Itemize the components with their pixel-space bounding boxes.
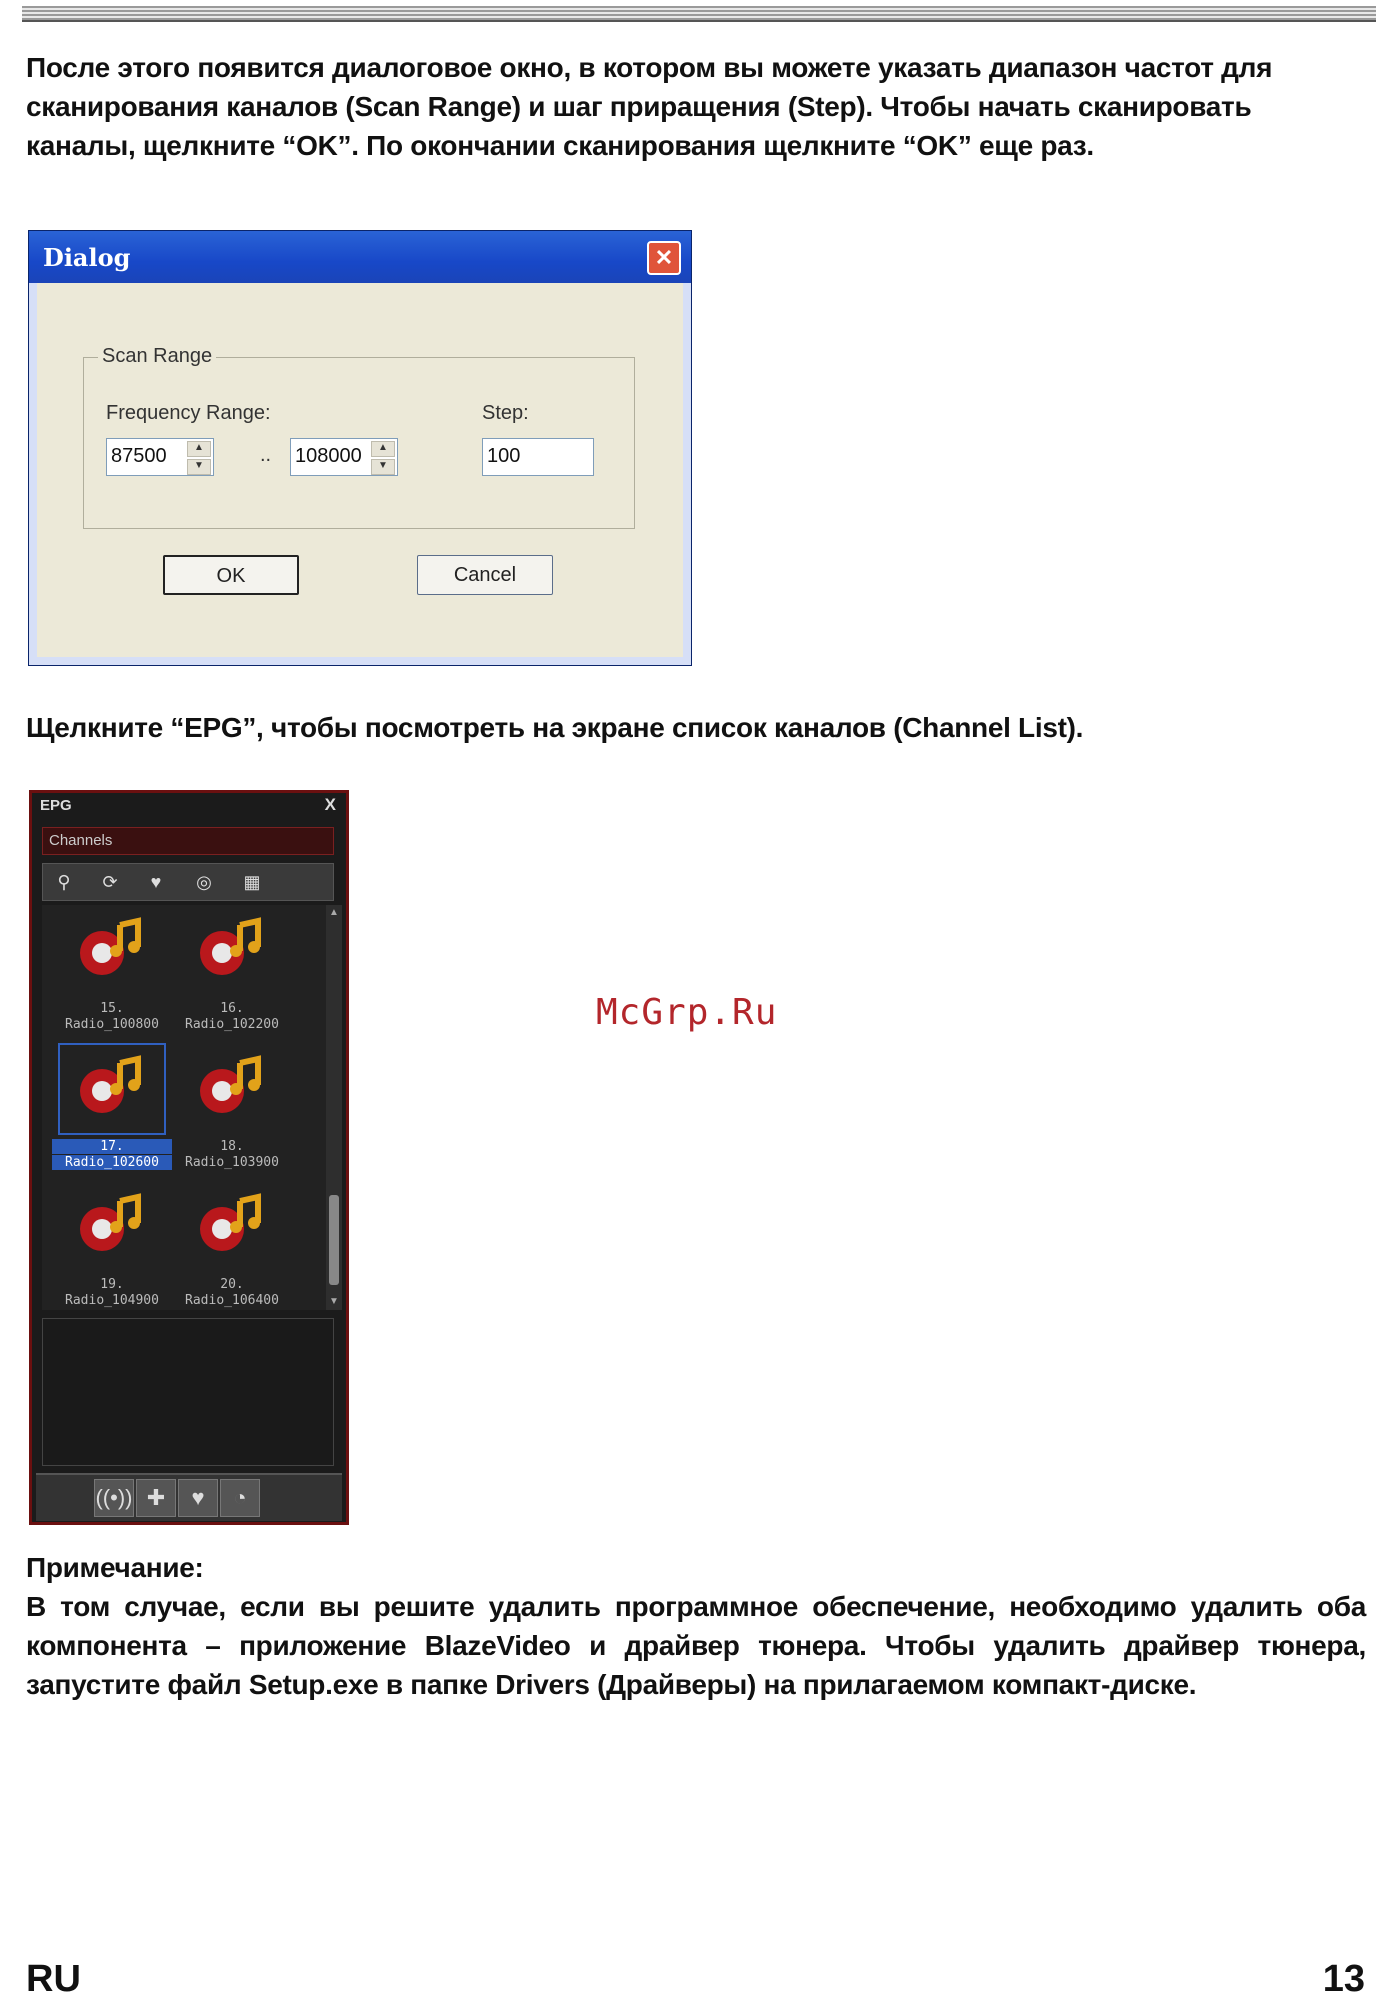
close-icon[interactable]: X [324, 795, 336, 814]
close-icon[interactable]: ✕ [647, 241, 681, 275]
epg-panel [29, 790, 349, 1525]
freq-from-stepper[interactable]: ▲ ▼ [187, 441, 211, 473]
dialog-body [37, 283, 683, 657]
epg-paragraph: Щелкните “EPG”, чтобы посмотреть на экране список каналов (Channel List). [26, 712, 1084, 743]
scan-icon[interactable]: ◎ [196, 872, 212, 892]
dialog-title: Dialog [43, 243, 131, 272]
step-input[interactable]: 100 [482, 438, 594, 476]
note-paragraph: В том случае, если вы решите удалить программное обеспечение, необходимо удалить оба компонента – приложение BlazeVideo и драйвер тюнера. Чтобы удалить драйвер тюнера, запустите файл Setup.exe в папке Drivers (Драйверы) на прилагаемом компакт-диске. [26, 1591, 1366, 1700]
radio-signal-icon[interactable]: ((•)) [94, 1479, 134, 1517]
tab-channels[interactable]: Channels [42, 827, 334, 855]
scroll-thumb[interactable] [329, 1195, 339, 1285]
program-info-area [42, 1318, 334, 1466]
freq-from-input[interactable]: 87500 ▲ ▼ [106, 438, 214, 476]
scroll-up-icon[interactable]: ▲ [329, 907, 339, 918]
freq-to-stepper[interactable]: ▲ ▼ [371, 441, 395, 473]
range-separator: .. [260, 444, 272, 466]
heart-icon[interactable]: ♥ [178, 1479, 218, 1517]
refresh-icon[interactable]: ⟳ [102, 872, 118, 892]
scroll-down-icon[interactable]: ▼ [329, 1296, 339, 1307]
channel-grid [42, 905, 334, 1310]
epg-toolbar [42, 863, 334, 901]
channel-item-selected[interactable]: 17. Radio_102600 [52, 1043, 172, 1185]
top-rule [22, 6, 1376, 22]
radio-speaker-icon [72, 1187, 152, 1267]
scan-range-group [83, 345, 635, 529]
channel-item[interactable]: 19. Radio_104900 [52, 1181, 172, 1323]
scan-dialog [28, 230, 692, 666]
ok-button[interactable]: OK [163, 555, 299, 595]
channel-item[interactable]: 16. Radio_102200 [172, 905, 292, 1047]
puzzle-icon[interactable]: ✚ [136, 1479, 176, 1517]
channel-item[interactable]: 15. Radio_100800 [52, 905, 172, 1047]
channel-item[interactable]: 20. Radio_106400 [172, 1181, 292, 1323]
dialog-titlebar [29, 231, 691, 283]
cancel-button[interactable]: Cancel [417, 555, 553, 595]
channel-scrollbar[interactable] [326, 905, 342, 1310]
channel-item[interactable]: 18. Radio_103900 [172, 1043, 292, 1185]
epg-title: EPG [40, 797, 72, 814]
intro-paragraph: После этого появится диалоговое окно, в котором вы можете указать диапазон частот для сканирования каналов (Scan Range) и шаг приращения (Step). Чтобы начать сканировать каналы, щелкните “OK”. По окончании сканирования щелкните “OK” еще раз. [26, 52, 1273, 161]
page-number: 13 [1322, 1958, 1365, 2000]
radio-speaker-icon [72, 911, 152, 991]
watermark: McGrp.Ru [596, 992, 778, 1033]
search-icon[interactable]: ⚲ [57, 872, 71, 892]
scan-range-label: Scan Range [98, 345, 216, 368]
radio-speaker-icon [192, 911, 272, 991]
note-title: Примечание: [26, 1552, 204, 1583]
footer-language: RU [26, 1958, 81, 2000]
frequency-range-label: Frequency Range: [106, 402, 271, 424]
freq-to-input[interactable]: 108000 ▲ ▼ [290, 438, 398, 476]
view-mode-icon[interactable]: ▦ [243, 872, 261, 892]
radio-speaker-icon [192, 1187, 272, 1267]
favorite-add-icon[interactable]: ♥ [150, 872, 162, 892]
step-label: Step: [482, 402, 529, 424]
epg-bottom-tabs [36, 1473, 342, 1521]
clock-icon[interactable]: ◔ [220, 1479, 260, 1517]
radio-speaker-icon [72, 1049, 152, 1129]
radio-speaker-icon [192, 1049, 272, 1129]
